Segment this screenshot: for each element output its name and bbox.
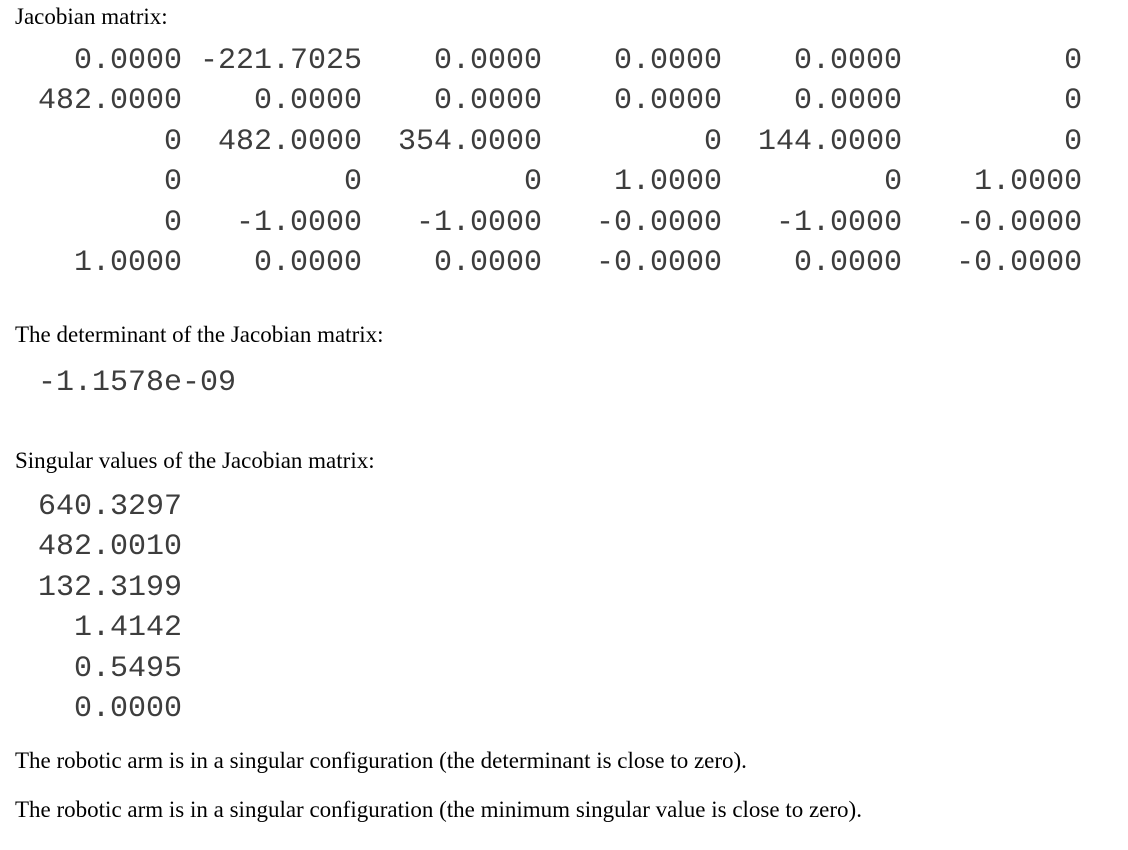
matrix-cell: 0 — [524, 165, 543, 200]
matrix-cell: 0.0000 — [794, 84, 903, 119]
matrix-cell: -1.0000 — [416, 205, 543, 240]
matrix-cell: -1.0000 — [776, 205, 903, 240]
jacobian-matrix-output — [2, 41, 1082, 283]
matrix-cell: 0 — [164, 165, 183, 200]
matrix-cell: 0.0000 — [614, 84, 723, 119]
determinant-value: -1.1578e-09 — [37, 366, 237, 400]
matrix-cell: 482.0000 — [218, 124, 363, 159]
singular-values-output — [2, 487, 182, 729]
jacobian-matrix-heading: Jacobian matrix: — [15, 4, 168, 29]
matrix-cell: -1.0000 — [236, 205, 363, 240]
conclusion-singular-value: The robotic arm is in a singular configuration (the minimum singular value is close to zero). — [15, 797, 862, 822]
singular-value: 640.3297 — [37, 490, 183, 524]
matrix-cell: 0 — [704, 124, 723, 159]
matrix-cell: 0 — [164, 205, 183, 240]
determinant-heading: The determinant of the Jacobian matrix: — [15, 322, 384, 347]
conclusion-determinant: The robotic arm is in a singular configuration (the determinant is close to zero). — [15, 748, 747, 773]
matrix-cell: -0.0000 — [956, 205, 1083, 240]
matrix-row — [2, 122, 1082, 162]
matrix-row — [2, 162, 1082, 202]
singular-value: 0.0000 — [73, 691, 183, 726]
matrix-row — [2, 81, 1082, 121]
matrix-row — [2, 243, 1082, 283]
matrix-row — [2, 203, 1082, 243]
matrix-cell: 0.0000 — [794, 44, 903, 78]
matrix-cell: 0.0000 — [254, 84, 363, 119]
singular-values-heading: Singular values of the Jacobian matrix: — [15, 448, 375, 473]
matrix-cell: -0.0000 — [956, 245, 1083, 280]
matrix-cell: -0.0000 — [596, 245, 723, 280]
matrix-cell: -221.7025 — [200, 44, 363, 78]
matrix-cell: 482.0000 — [37, 84, 183, 119]
matrix-cell: 0.0000 — [434, 245, 543, 280]
matrix-cell: 0.0000 — [794, 245, 903, 280]
matrix-cell: 1.0000 — [73, 245, 183, 280]
singular-value: 482.0010 — [37, 530, 183, 565]
matrix-cell: 144.0000 — [758, 124, 903, 159]
matrix-row — [2, 41, 1082, 81]
matrix-cell: 0 — [1064, 44, 1083, 78]
matrix-cell: -0.0000 — [596, 205, 723, 240]
matrix-cell: 0 — [884, 165, 903, 200]
matrix-cell: 0.0000 — [434, 44, 543, 78]
matrix-cell: 354.0000 — [398, 124, 543, 159]
matrix-cell: 0.0000 — [73, 44, 183, 78]
singular-value: 0.5495 — [73, 651, 183, 686]
matrix-cell: 1.0000 — [974, 165, 1083, 200]
matrix-cell: 0.0000 — [614, 44, 723, 78]
matrix-cell: 0.0000 — [434, 84, 543, 119]
matrix-cell: 0.0000 — [254, 245, 363, 280]
matrix-cell: 0 — [164, 124, 183, 159]
matrix-cell: 0 — [1064, 84, 1083, 119]
singular-value: 1.4142 — [73, 611, 183, 646]
matrix-cell: 0 — [1064, 124, 1083, 159]
singular-value: 132.3199 — [37, 570, 183, 605]
matrix-cell: 1.0000 — [614, 165, 723, 200]
matrix-cell: 0 — [344, 165, 363, 200]
